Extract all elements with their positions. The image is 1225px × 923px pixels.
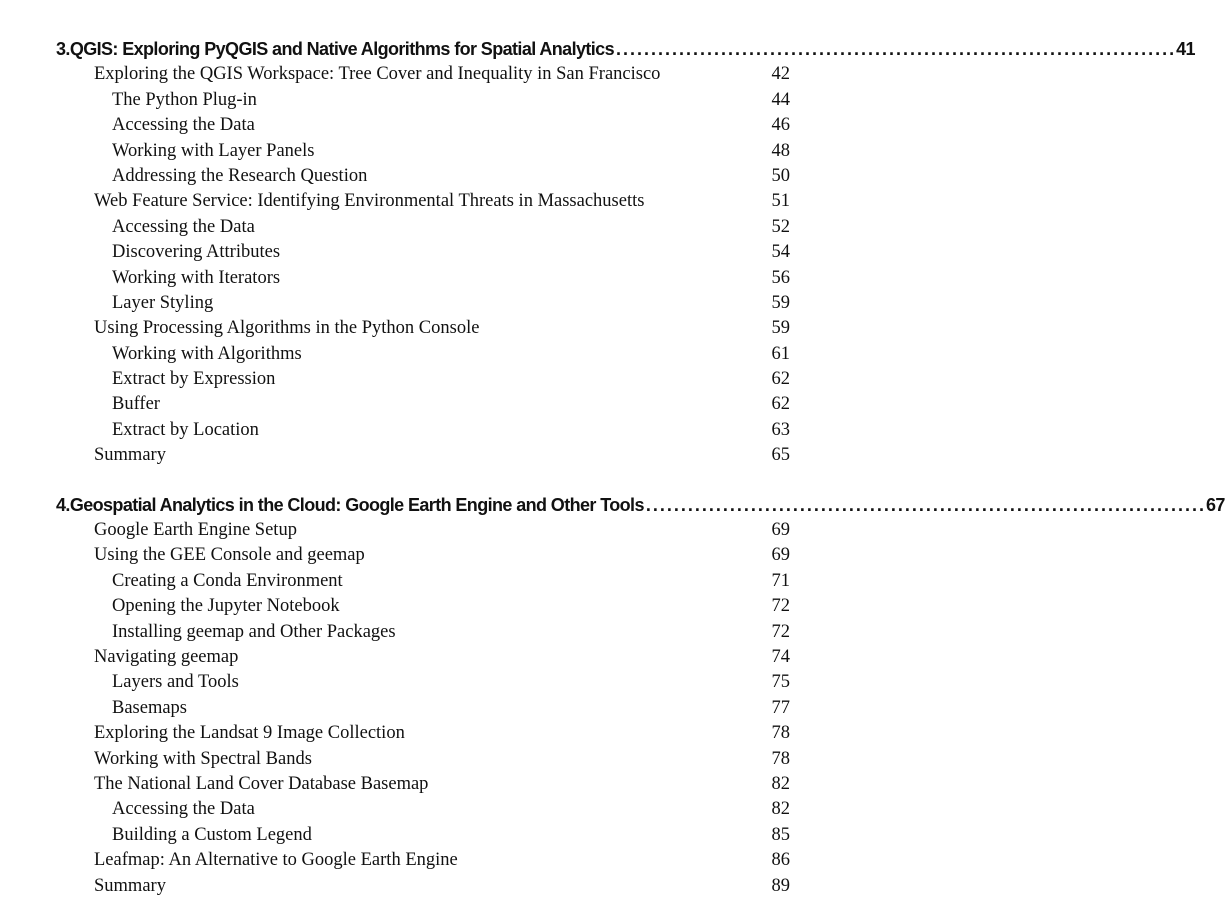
entry-title: Web Feature Service: Identifying Environmental Threats in Massachusetts	[94, 191, 645, 212]
entry-title: Extract by Expression	[112, 369, 276, 390]
entry-title: Google Earth Engine Setup	[94, 520, 297, 541]
toc-section-entry[interactable]	[56, 316, 792, 341]
entry-page-number: 56	[771, 267, 790, 288]
entry-page-number: 69	[771, 520, 790, 541]
toc-subsection-entry[interactable]	[56, 367, 792, 392]
entry-page-number: 78	[771, 723, 790, 744]
toc-section-entry[interactable]	[56, 848, 792, 873]
entry-title: Exploring the QGIS Workspace: Tree Cover and Inequality in San Francisco	[94, 64, 661, 85]
table-of-contents	[56, 37, 1225, 923]
toc-subsection-entry[interactable]	[56, 696, 792, 721]
entry-page-number: 46	[771, 115, 790, 136]
chapter-number: 4.	[56, 494, 70, 515]
entry-title: The National Land Cover Database Basemap	[94, 773, 429, 794]
chapter-heading[interactable]	[56, 493, 1225, 518]
chapter-section	[56, 37, 1195, 469]
entry-page-number: 82	[771, 799, 790, 820]
toc-section-entry[interactable]	[56, 189, 792, 214]
entry-page-number: 61	[771, 343, 790, 364]
entry-page-number: 62	[771, 394, 790, 415]
entry-title: Opening the Jupyter Notebook	[112, 596, 340, 617]
entry-title: Navigating geemap	[94, 646, 239, 667]
toc-section-entry[interactable]	[56, 443, 792, 468]
toc-section-entry[interactable]	[56, 645, 792, 670]
toc-subsection-entry[interactable]	[56, 392, 792, 417]
toc-section-entry[interactable]	[56, 772, 792, 797]
toc-subsection-entry[interactable]	[56, 240, 792, 265]
toc-subsection-entry[interactable]	[56, 342, 792, 367]
entry-page-number: 77	[771, 697, 790, 718]
toc-subsection-entry[interactable]	[56, 139, 792, 164]
entry-page-number: 51	[771, 191, 790, 212]
entry-title: Accessing the Data	[112, 115, 255, 136]
entry-page-number: 72	[771, 621, 790, 642]
entry-title: Buffer	[112, 394, 160, 415]
entry-page-number: 54	[771, 242, 790, 263]
toc-subsection-entry[interactable]	[56, 620, 792, 645]
entry-title: Working with Spectral Bands	[94, 748, 312, 769]
entry-page-number: 86	[771, 850, 790, 871]
toc-section-entry[interactable]	[56, 874, 792, 899]
entry-title: Layers and Tools	[112, 672, 239, 693]
entry-title: Working with Algorithms	[112, 343, 302, 364]
toc-subsection-entry[interactable]	[56, 670, 792, 695]
toc-subsection-entry[interactable]	[56, 291, 792, 316]
toc-subsection-entry[interactable]	[56, 113, 792, 138]
entry-page-number: 50	[771, 165, 790, 186]
chapter-heading[interactable]	[56, 37, 1195, 62]
entry-page-number: 44	[771, 89, 790, 110]
entry-page-number: 89	[771, 875, 790, 896]
toc-subsection-entry[interactable]	[56, 569, 792, 594]
chapter-page-number: 41	[1176, 39, 1195, 59]
toc-subsection-entry[interactable]	[56, 797, 792, 822]
entry-title: Extract by Location	[112, 419, 259, 440]
chapter-title: QGIS: Exploring PyQGIS and Native Algorithms for Spatial Analytics	[69, 39, 614, 59]
dot-leader: ................................................................................	[645, 494, 1206, 515]
entry-page-number: 75	[771, 672, 790, 693]
entry-page-number: 62	[771, 369, 790, 390]
chapter-title: Geospatial Analytics in the Cloud: Google Earth Engine and Other Tools	[69, 494, 644, 515]
entry-page-number: 74	[771, 646, 790, 667]
entry-title: Accessing the Data	[112, 799, 255, 820]
dot-leader: ................................................................................	[616, 39, 1177, 59]
chapter-section	[56, 493, 1225, 899]
entry-page-number: 72	[771, 596, 790, 617]
entry-page-number: 71	[771, 570, 790, 591]
toc-section-entry[interactable]	[56, 62, 792, 87]
entry-page-number: 59	[771, 318, 790, 339]
entry-page-number: 63	[771, 419, 790, 440]
entry-title: Using the GEE Console and geemap	[94, 545, 365, 566]
entry-title: Working with Layer Panels	[112, 140, 315, 161]
entry-page-number: 82	[771, 773, 790, 794]
entry-title: Installing geemap and Other Packages	[112, 621, 396, 642]
toc-subsection-entry[interactable]	[56, 594, 792, 619]
toc-subsection-entry[interactable]	[56, 266, 792, 291]
chapter-page-number: 67	[1205, 494, 1225, 515]
toc-subsection-entry[interactable]	[56, 418, 792, 443]
entry-title: Leafmap: An Alternative to Google Earth Engine	[94, 850, 458, 871]
toc-subsection-entry[interactable]	[56, 164, 792, 189]
entry-title: Summary	[94, 445, 166, 466]
entry-title: Exploring the Landsat 9 Image Collection	[94, 723, 405, 744]
toc-section-entry[interactable]	[56, 543, 792, 568]
toc-section-entry[interactable]	[56, 747, 792, 772]
entry-title: Layer Styling	[112, 292, 214, 313]
entry-page-number: 85	[771, 824, 790, 845]
entry-title: Working with Iterators	[112, 267, 281, 288]
entry-title: Basemaps	[112, 697, 188, 718]
toc-section-entry[interactable]	[56, 721, 792, 746]
entry-page-number: 48	[771, 140, 790, 161]
chapter-number: 3.	[56, 39, 70, 59]
entry-page-number: 69	[771, 545, 790, 566]
toc-section-entry[interactable]	[56, 518, 792, 543]
entry-title: Using Processing Algorithms in the Python Console	[94, 318, 480, 339]
toc-subsection-entry[interactable]	[56, 823, 792, 848]
entry-page-number: 78	[771, 748, 790, 769]
entry-page-number: 52	[771, 216, 790, 237]
toc-subsection-entry[interactable]	[56, 88, 792, 113]
entry-page-number: 65	[771, 445, 790, 466]
entry-title: The Python Plug-in	[112, 89, 257, 110]
entry-title: Creating a Conda Environment	[112, 570, 343, 591]
entry-title: Summary	[94, 875, 166, 896]
entry-page-number: 42	[771, 64, 790, 85]
toc-subsection-entry[interactable]	[56, 215, 792, 240]
entry-title: Building a Custom Legend	[112, 824, 312, 845]
entry-title: Accessing the Data	[112, 216, 255, 237]
entry-title: Discovering Attributes	[112, 242, 281, 263]
entry-title: Addressing the Research Question	[112, 165, 368, 186]
entry-page-number: 59	[771, 292, 790, 313]
